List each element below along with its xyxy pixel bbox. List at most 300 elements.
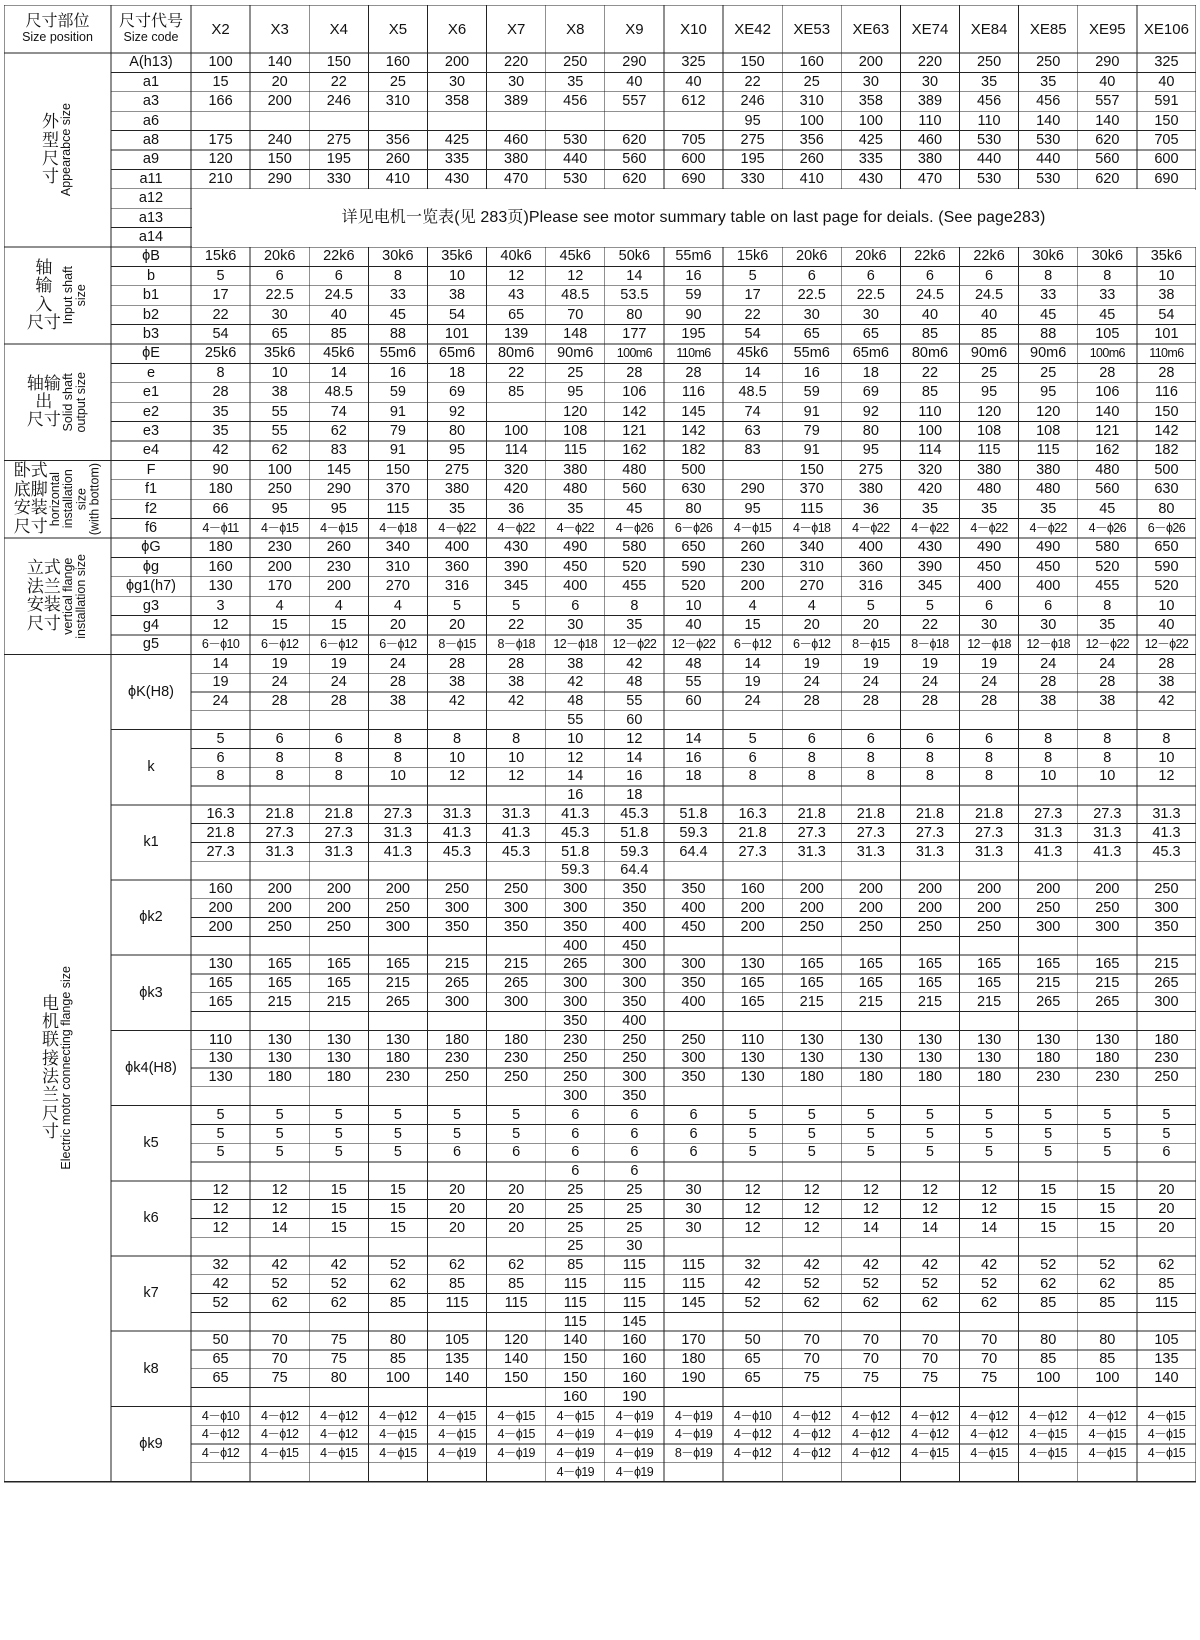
table-cell — [427, 1087, 486, 1106]
table-cell — [1019, 1012, 1078, 1031]
table-cell: 91 — [389, 442, 406, 459]
section-label-cn-part: 寸 — [41, 167, 59, 187]
table-cell: 139 — [504, 326, 529, 343]
table-cell: 24.5 — [324, 287, 353, 304]
table-cell: 8 — [216, 768, 225, 785]
section-label-cn-part: 机 — [41, 1011, 59, 1031]
table-cell: 350 — [504, 918, 529, 935]
size-code: ϕk3 — [139, 984, 163, 1001]
table-cell: 8 — [748, 768, 757, 785]
table-cell: 70 — [803, 1332, 820, 1349]
table-cell: 8 — [1044, 749, 1053, 766]
table-cell: 430 — [504, 539, 529, 556]
table-cell: 455 — [1095, 578, 1120, 595]
table-cell: 215 — [267, 993, 292, 1010]
table-cell: 265 — [385, 993, 410, 1010]
table-cell: 705 — [681, 132, 706, 149]
table-cell: 83 — [744, 442, 761, 459]
table-cell — [960, 1312, 1019, 1331]
table-cell — [427, 1463, 486, 1482]
table-cell: 80 — [1158, 500, 1175, 517]
table-cell: 24 — [981, 674, 998, 691]
table-cell: 91 — [803, 442, 820, 459]
table-cell: 140 — [1154, 1369, 1179, 1386]
table-cell: 52 — [212, 1294, 229, 1311]
table-cell: 5 — [1044, 1106, 1053, 1123]
table-cell: 130 — [799, 1031, 824, 1048]
table-cell: 75 — [803, 1369, 820, 1386]
table-cell: 350 — [563, 1012, 588, 1029]
table-cell: 5 — [452, 597, 462, 614]
table-cell: 80 — [448, 423, 466, 440]
table-cell: 325 — [681, 54, 706, 71]
table-cell — [309, 711, 368, 730]
table-cell: 350 — [1154, 918, 1179, 935]
table-cell: 48.5 — [324, 384, 353, 401]
table-cell: 52 — [921, 1275, 939, 1292]
table-cell: 180 — [208, 539, 233, 556]
table-cell: 15 — [1040, 1181, 1057, 1198]
table-cell: 10 — [389, 768, 406, 785]
table-cell: 180 — [444, 1031, 470, 1048]
table-cell: 45 — [626, 500, 643, 517]
section-label-en-part: Solid shaft — [60, 373, 75, 432]
table-cell: 30 — [567, 617, 584, 634]
table-cell: 12 — [626, 730, 643, 747]
table-cell: 4－ϕ19 — [615, 1427, 654, 1442]
table-cell: 30k6 — [1091, 248, 1124, 265]
table-cell: 425 — [858, 132, 883, 149]
table-cell: 180 — [799, 1069, 824, 1086]
table-cell: 8 — [925, 749, 934, 766]
table-cell: 120 — [208, 151, 233, 168]
size-code: k8 — [143, 1360, 159, 1377]
table-cell: 180 — [858, 1069, 883, 1086]
table-cell: 500 — [681, 461, 706, 478]
table-cell: 15 — [330, 1219, 347, 1236]
size-code: a9 — [142, 151, 160, 168]
table-cell: 31.3 — [383, 824, 413, 841]
table-cell: 110 — [208, 1031, 233, 1048]
table-cell: 5 — [216, 1144, 225, 1161]
table-cell: 620 — [622, 170, 647, 187]
table-cell: 260 — [740, 539, 765, 556]
table-cell: 10 — [1099, 768, 1116, 785]
table-cell: 265 — [1036, 993, 1061, 1010]
table-cell: 165 — [740, 993, 765, 1010]
table-cell: 19 — [271, 655, 288, 672]
size-code: g4 — [142, 617, 160, 634]
table-cell: 6－ϕ12 — [379, 637, 417, 652]
table-cell: 12 — [744, 1181, 761, 1198]
table-cell: 330 — [740, 170, 765, 187]
size-code: b2 — [142, 306, 160, 323]
table-cell: 490 — [1036, 539, 1061, 556]
table-cell: 148 — [563, 326, 588, 343]
table-cell: 4－ϕ19 — [674, 1408, 713, 1423]
table-cell: 18 — [626, 787, 643, 804]
table-cell: 4－ϕ15 — [438, 1427, 476, 1442]
table-cell: 52 — [803, 1275, 820, 1292]
table-cell: 250 — [504, 881, 529, 898]
table-cell: 25 — [626, 1200, 643, 1217]
table-cell: 190 — [681, 1369, 706, 1386]
table-cell — [664, 1463, 723, 1482]
table-cell: 356 — [385, 132, 410, 149]
table-cell: 12 — [862, 1200, 879, 1217]
section-label-en-part: vertical flange — [60, 557, 75, 635]
table-cell: 27.3 — [206, 843, 235, 860]
table-cell: 8－ϕ19 — [674, 1446, 713, 1461]
table-cell: 25 — [626, 1181, 643, 1198]
table-cell: 6－ϕ12 — [733, 637, 772, 652]
table-cell — [960, 1087, 1019, 1106]
table-cell: 560 — [622, 151, 647, 168]
table-cell: 10 — [448, 267, 466, 284]
table-cell — [191, 711, 250, 730]
table-cell: 6 — [748, 749, 757, 766]
table-cell: 265 — [1095, 993, 1120, 1010]
table-cell: 12 — [921, 1200, 939, 1217]
table-cell: 35 — [626, 617, 643, 634]
table-cell: 40 — [981, 306, 998, 323]
table-cell: 65 — [744, 1351, 761, 1368]
table-cell: 250 — [1154, 1069, 1179, 1086]
table-cell: 275 — [858, 461, 883, 478]
table-cell: 160 — [622, 1369, 647, 1386]
table-cell: 21.8 — [915, 805, 945, 822]
table-cell: 650 — [681, 539, 706, 556]
table-cell — [191, 861, 250, 880]
table-cell: 246 — [326, 93, 351, 110]
size-code: g5 — [142, 636, 160, 653]
table-cell: 145 — [681, 1294, 706, 1311]
table-cell: 6 — [866, 267, 875, 284]
table-cell: 4－ϕ12 — [793, 1408, 831, 1423]
table-cell: 14 — [744, 655, 761, 672]
table-cell: 200 — [267, 93, 292, 110]
table-cell: 5 — [275, 1144, 284, 1161]
table-cell: 4－ϕ19 — [674, 1427, 713, 1442]
table-cell: 200 — [917, 899, 943, 916]
table-cell: 27.3 — [915, 824, 945, 841]
table-cell: 27.3 — [974, 824, 1004, 841]
table-cell: 160 — [563, 1388, 588, 1405]
table-cell: 115 — [563, 1294, 587, 1311]
size-code: e3 — [142, 423, 160, 440]
table-cell: 8－ϕ15 — [438, 637, 476, 652]
table-cell: 21.8 — [974, 805, 1004, 822]
table-cell — [309, 1012, 368, 1031]
table-cell: 215 — [917, 993, 943, 1010]
table-cell — [664, 1388, 723, 1407]
table-cell: 45k6 — [323, 345, 355, 362]
table-cell: 60 — [626, 711, 643, 728]
size-code: k7 — [143, 1285, 159, 1302]
table-cell: 12－ϕ18 — [967, 637, 1011, 652]
table-cell — [1078, 1012, 1137, 1031]
size-code: A(h13) — [129, 54, 173, 71]
table-cell: 450 — [681, 918, 706, 935]
table-cell: 5 — [866, 597, 875, 614]
table-cell: 215 — [326, 993, 351, 1010]
table-cell: 110 — [977, 112, 1001, 129]
table-cell — [191, 1087, 250, 1106]
table-cell: 41.3 — [442, 824, 472, 841]
table-cell — [723, 1162, 782, 1181]
table-cell: 250 — [563, 1050, 588, 1067]
table-cell — [960, 936, 1019, 955]
table-cell — [782, 1237, 841, 1256]
table-cell: 180 — [976, 1069, 1002, 1086]
table-cell — [250, 1162, 309, 1181]
table-cell: 4－ϕ12 — [852, 1427, 890, 1442]
table-cell: 6 — [630, 1144, 639, 1161]
table-cell: 145 — [681, 403, 706, 420]
table-cell: 215 — [799, 993, 824, 1010]
table-cell: 5 — [1103, 1144, 1112, 1161]
table-cell: 300 — [504, 899, 529, 916]
table-cell: 92 — [862, 403, 879, 420]
table-cell: 6 — [630, 1163, 639, 1180]
table-cell: 300 — [1154, 899, 1179, 916]
table-cell: 16 — [389, 364, 406, 381]
table-cell: 35 — [921, 500, 939, 517]
table-cell: 460 — [917, 132, 943, 149]
table-cell: 200 — [740, 918, 765, 935]
table-cell: 300 — [681, 956, 706, 973]
table-cell: 210 — [208, 170, 233, 187]
table-cell: 5 — [866, 1144, 875, 1161]
header-size-code — [111, 5, 191, 53]
table-cell: 4－ϕ22 — [1029, 521, 1067, 536]
table-cell — [309, 111, 368, 130]
table-cell: 28 — [448, 655, 466, 672]
table-cell: 15 — [1099, 1200, 1116, 1217]
table-cell — [1078, 1388, 1137, 1407]
table-cell — [1078, 861, 1137, 880]
table-cell: 130 — [917, 1050, 943, 1067]
table-cell: 62 — [1099, 1275, 1116, 1292]
table-cell: 300 — [504, 993, 529, 1010]
table-cell: 300 — [622, 1069, 647, 1086]
table-cell: 400 — [858, 539, 883, 556]
table-cell: 22 — [921, 364, 939, 381]
table-cell: 25 — [567, 364, 584, 381]
table-cell — [487, 1312, 546, 1331]
table-cell: 16.3 — [738, 805, 767, 822]
table-cell: 54 — [448, 306, 466, 323]
table-cell: 4－ϕ15 — [1147, 1408, 1186, 1423]
table-cell: 162 — [1095, 442, 1120, 459]
model-header: XE42 — [734, 20, 771, 38]
table-cell: 27.3 — [265, 824, 294, 841]
table-cell — [427, 1162, 486, 1181]
table-cell: 145 — [622, 1313, 647, 1330]
table-cell: 5 — [334, 1125, 343, 1142]
table-cell: 25 — [981, 364, 998, 381]
table-cell: 19 — [212, 674, 229, 691]
table-cell: 35 — [567, 73, 584, 90]
table-cell: 10 — [448, 749, 466, 766]
table-cell: 450 — [1036, 558, 1061, 575]
table-cell: 110 — [918, 112, 942, 129]
table-cell: 456 — [976, 93, 1002, 110]
table-cell: 630 — [681, 481, 706, 498]
table-cell: 69 — [448, 384, 466, 401]
table-cell: 320 — [504, 461, 529, 478]
table-cell: 135 — [1154, 1351, 1179, 1368]
table-cell: 28 — [981, 693, 998, 710]
table-cell: 27.3 — [1093, 805, 1122, 822]
table-cell: 200 — [1036, 881, 1061, 898]
table-cell — [1078, 936, 1137, 955]
table-cell — [1137, 786, 1196, 805]
table-cell: 340 — [385, 539, 410, 556]
table-cell: 150 — [326, 54, 351, 71]
table-cell: 145 — [326, 461, 351, 478]
table-cell: 420 — [917, 481, 943, 498]
table-cell: 28 — [803, 693, 820, 710]
table-cell: 560 — [1095, 481, 1120, 498]
table-cell: 130 — [385, 1031, 410, 1048]
table-cell — [900, 786, 959, 805]
table-cell: 22.5 — [856, 287, 885, 304]
section-label-cn-part: 立式 — [26, 558, 61, 578]
table-cell: 5 — [807, 1106, 816, 1123]
section-label-cn-part: 接 — [41, 1048, 59, 1068]
table-cell: 4－ϕ10 — [201, 1408, 240, 1423]
table-cell: 62 — [981, 1294, 998, 1311]
table-cell: 70 — [567, 306, 584, 323]
table-cell: 165 — [858, 975, 883, 992]
table-cell: 100 — [504, 423, 529, 440]
table-cell: 79 — [389, 423, 406, 440]
table-cell — [368, 111, 427, 130]
table-cell: 50 — [744, 1332, 761, 1349]
table-cell: 24 — [212, 693, 229, 710]
table-cell — [309, 786, 368, 805]
table-cell: 4－ϕ15 — [260, 521, 299, 536]
table-cell: 59.3 — [620, 843, 649, 860]
table-cell: 92 — [448, 403, 466, 420]
table-cell: 55 — [271, 403, 288, 420]
table-cell: 335 — [858, 151, 883, 168]
table-cell: 42 — [212, 1275, 229, 1292]
table-cell: 180 — [326, 1069, 351, 1086]
table-cell — [1137, 1388, 1196, 1407]
table-cell: 4 — [334, 597, 343, 614]
table-cell: 115 — [800, 500, 824, 517]
table-cell: 106 — [622, 384, 647, 401]
table-cell: 27.3 — [797, 824, 826, 841]
table-cell: 316 — [858, 578, 883, 595]
table-cell: 350 — [563, 918, 588, 935]
table-cell: 350 — [681, 1069, 706, 1086]
table-cell: 20 — [389, 617, 406, 634]
table-cell: 180 — [1036, 1050, 1061, 1067]
table-cell: 32 — [212, 1257, 229, 1274]
table-cell — [1019, 711, 1078, 730]
table-cell — [1078, 1087, 1137, 1106]
table-cell: 4－ϕ15 — [1147, 1446, 1186, 1461]
table-cell: 40 — [1158, 617, 1175, 634]
table-cell: 300 — [1095, 918, 1120, 935]
table-cell — [723, 1463, 782, 1482]
table-cell: 35 — [448, 500, 466, 517]
table-cell: 5 — [748, 267, 757, 284]
table-cell — [427, 861, 486, 880]
table-cell: 400 — [976, 578, 1002, 595]
table-cell — [723, 1012, 782, 1031]
section-label-cn-part: 轴输 — [26, 373, 61, 393]
table-cell: 115 — [563, 1275, 587, 1292]
table-cell: 530 — [563, 170, 588, 187]
table-cell — [664, 1087, 723, 1106]
table-cell: 160 — [208, 881, 233, 898]
table-cell: 28 — [1158, 655, 1175, 672]
table-cell: 5 — [216, 1106, 225, 1123]
table-cell — [960, 786, 1019, 805]
section-label-en-part: output size — [74, 371, 88, 433]
table-cell: 45k6 — [736, 345, 769, 362]
size-code: e1 — [142, 384, 160, 401]
table-cell: 150 — [1154, 112, 1179, 129]
table-cell: 65m6 — [438, 345, 476, 362]
table-cell: 45.3 — [502, 843, 531, 860]
table-cell: 250 — [622, 1050, 647, 1067]
table-cell: 6－ϕ12 — [320, 637, 358, 652]
table-cell: 120 — [1036, 403, 1061, 420]
table-cell: 250 — [681, 1031, 706, 1048]
table-cell: 40 — [685, 73, 702, 90]
table-cell: 5 — [807, 1144, 816, 1161]
table-cell: 4 — [393, 597, 402, 614]
table-cell: 19 — [803, 655, 820, 672]
table-cell: 4－ϕ19 — [556, 1446, 594, 1461]
table-cell: 530 — [1036, 132, 1061, 149]
table-cell: 20 — [448, 1200, 466, 1217]
table-cell: 52 — [862, 1275, 879, 1292]
table-cell: 650 — [1154, 539, 1179, 556]
table-cell: 52 — [744, 1294, 761, 1311]
table-cell: 85 — [1158, 1275, 1175, 1292]
table-cell — [191, 786, 250, 805]
table-cell: 15 — [744, 617, 761, 634]
table-cell: 43 — [508, 287, 525, 304]
model-header: X10 — [680, 20, 707, 38]
table-cell: 62 — [862, 1294, 879, 1311]
table-cell: 22 — [212, 306, 229, 323]
table-cell: 290 — [740, 481, 765, 498]
table-cell: 12 — [862, 1181, 879, 1198]
table-cell: 4－ϕ12 — [733, 1427, 772, 1442]
table-cell: 8 — [807, 749, 816, 766]
table-cell: 166 — [208, 93, 233, 110]
table-cell: 165 — [1036, 956, 1061, 973]
table-cell: 8 — [334, 768, 343, 785]
model-header: XE95 — [1088, 20, 1126, 38]
table-cell: 25 — [567, 1238, 584, 1255]
table-cell: 41.3 — [502, 824, 531, 841]
table-cell — [487, 1463, 546, 1482]
table-cell: 180 — [208, 481, 233, 498]
table-cell: 19 — [981, 655, 998, 672]
table-cell: 130 — [976, 1031, 1002, 1048]
table-cell: 130 — [208, 1050, 233, 1067]
table-cell: 31.3 — [265, 843, 294, 860]
table-cell: 115 — [563, 1313, 587, 1330]
